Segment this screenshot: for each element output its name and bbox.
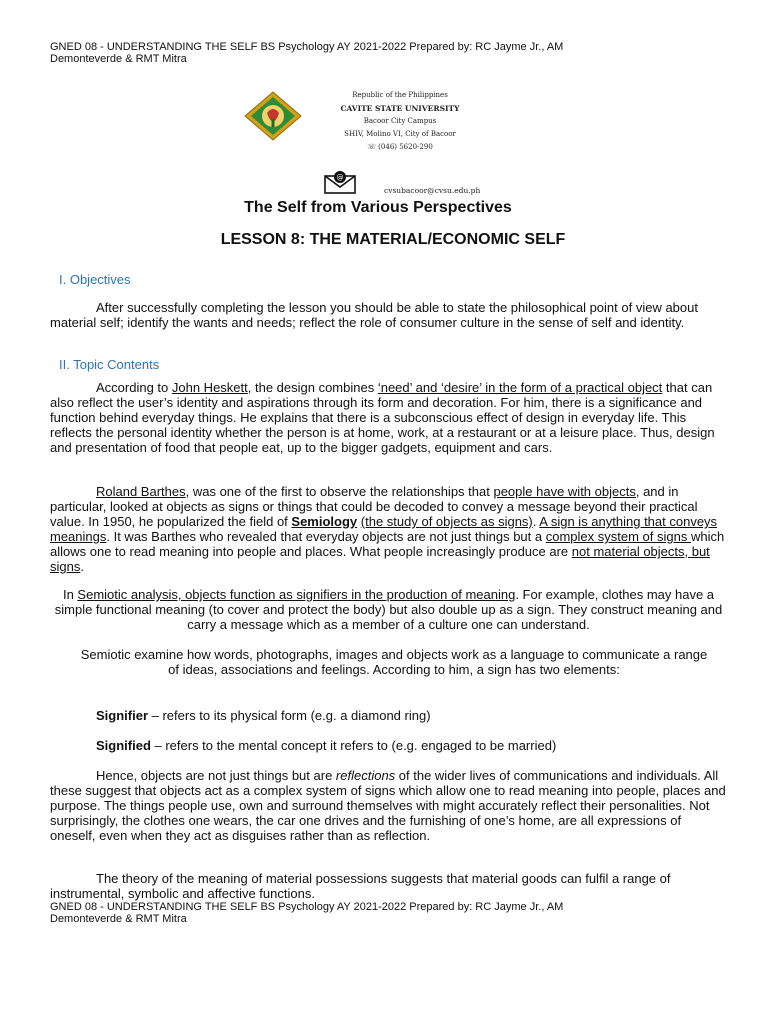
signified-definition: Signified – refers to the mental concept it refers to (e.g. engaged to be married) <box>96 738 557 753</box>
objectives-heading: I. Objectives <box>59 272 131 287</box>
semiotic-language-paragraph: Semiotic examine how words, photographs, images and objects work as a language to communicate a range of ideas, associations and feelings. According to him, a sign has two elements: <box>80 647 708 677</box>
letterhead-email: cvsubacoor@cvsu.edu.ph <box>384 186 481 195</box>
page-footer-header <box>50 901 690 925</box>
letterhead-text <box>330 89 470 154</box>
envelope-icon <box>324 170 356 194</box>
reflections-paragraph: Hence, objects are not just things but are reflections of the wider lives of communications and individuals. All these suggest that objects act as a complex system of signs which allow one to read meaning into people, places and purpose. The things people use, own and surround themselves with might accurately reflect their personalities. Not surprisingly, the clothes one wears, the car one drives and the furnishing of one’s home, are all expressions of oneself, even when they act as disguises rather than as reflection. <box>50 768 726 843</box>
objectives-paragraph: After successfully completing the lesson you should be able to state the philosophical point of view about material self; identify the wants and needs; reflect the role of consumer culture in the sense of self and identity. <box>50 300 698 330</box>
letterhead-campus: Bacoor City Campus <box>363 117 437 125</box>
letterhead-address: SHIV, Molino VI, City of Bacoor <box>344 130 456 138</box>
material-possessions-paragraph: The theory of the meaning of material possessions suggests that material goods can fulfil a range of instrumental, symbolic and affective functions. <box>50 871 671 901</box>
semiotic-analysis-paragraph: In Semiotic analysis, objects function as signifiers in the production of meaning. For example, clothes may have a simple functional meaning (to cover and protect the body) but also double up as a sign. They construct meaning and carry a message which as a member of a culture one can understand. <box>54 587 723 632</box>
page-title: The Self from Various Perspectives <box>244 199 512 216</box>
signifier-definition: Signifier – refers to its physical form (e.g. a diamond ring) <box>96 708 431 723</box>
footer-line-1: GNED 08 - UNDERSTANDING THE SELF BS Psychology AY 2021-2022 Prepared by: RC Jayme Jr., AM <box>50 901 564 913</box>
page-header <box>50 41 690 65</box>
letterhead-university: CAVITE STATE UNIVERSITY <box>340 104 460 113</box>
heskett-paragraph: According to John Heskett, the design combines ‘need’ and ‘desire’ in the form of a practical object that can also reflect the user’s identity and aspirations through its form and decoration. For him, there is a significance and function behind everyday things. He explains that there is a subconscious effect of design in everyday life. This reflects the personal identity whether the person is at home, work, at a restaurant or at a leisure place. Thus, design and presentation of food that people eat, up to the bigger gadgets, equipment and cars. <box>50 380 715 455</box>
svg-text:@: @ <box>336 173 344 182</box>
header-line-1: GNED 08 - UNDERSTANDING THE SELF BS Psychology AY 2021-2022 Prepared by: RC Jayme Jr., AM <box>50 41 564 53</box>
barthes-paragraph: Roland Barthes, was one of the first to observe the relationships that people have with objects, and in particular, looked at objects as signs or things that could be decoded to convey a message beyond their practical value. In 1950, he popularized the field of Semiology (the study of objects as signs). A sign is anything that conveys meanings. It was Barthes who revealed that everyday objects are not just things but a complex system of signs which allows one to read meaning into people and places. What people increasingly produce are not material objects, but signs. <box>50 484 725 574</box>
topic-heading: II. Topic Contents <box>59 357 160 372</box>
letterhead-phone: ☏ (046) 5620-290 <box>367 143 433 151</box>
header-line-2: Demonteverde & RMT Mitra <box>50 53 187 65</box>
footer-line-2: Demonteverde & RMT Mitra <box>50 913 187 925</box>
university-seal-icon <box>244 91 302 141</box>
letterhead-republic: Republic of the Philippines <box>352 91 448 99</box>
lesson-title: LESSON 8: THE MATERIAL/ECONOMIC SELF <box>220 231 566 248</box>
